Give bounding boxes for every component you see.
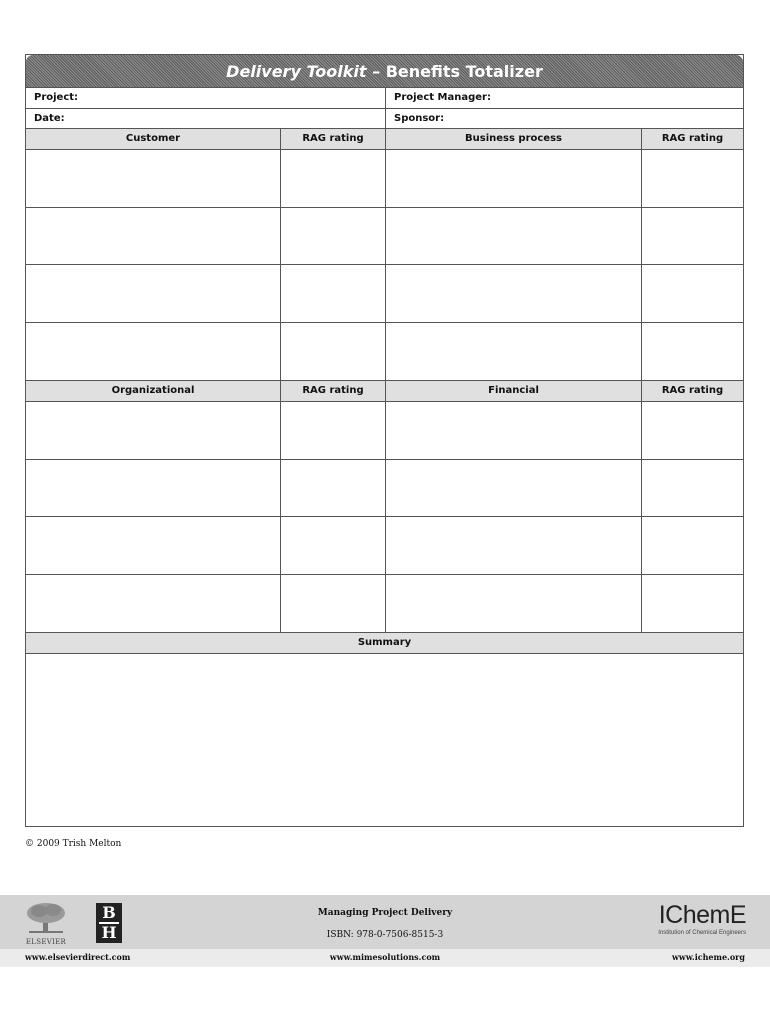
customer-cell[interactable] [26, 265, 280, 322]
benefits-form [25, 54, 744, 827]
section-header-1 [26, 128, 743, 149]
business-process-header: Business process [385, 129, 641, 149]
sponsor-field[interactable] [385, 109, 743, 128]
summary-area[interactable] [26, 653, 743, 826]
organizational-cell[interactable] [26, 460, 280, 516]
financial-cell[interactable] [385, 460, 641, 516]
financial-cell[interactable] [385, 517, 641, 574]
financial-cell[interactable] [385, 402, 641, 459]
customer-header: Customer [125, 133, 181, 144]
organizational-cell[interactable] [26, 402, 280, 459]
summary-header [26, 632, 743, 653]
publisher-footer [0, 895, 770, 949]
business-rag-cell[interactable] [641, 323, 743, 380]
elsevier-url-link[interactable]: www.elsevierdirect.com [25, 952, 131, 962]
section-2-row [26, 516, 743, 574]
bh-logo-b: B [102, 903, 116, 922]
section-2-row [26, 401, 743, 459]
icheme-url-link[interactable]: www.icheme.org [672, 952, 745, 962]
project-field[interactable] [26, 88, 385, 108]
elsevier-tree-icon [23, 902, 69, 934]
customer-cell[interactable] [26, 208, 280, 264]
business-process-cell[interactable] [385, 150, 641, 207]
organizational-rag-cell[interactable] [280, 460, 385, 516]
elsevier-wordmark: ELSEVIER [25, 938, 67, 946]
title-rest: Benefits Totalizer [385, 61, 543, 81]
business-process-cell[interactable] [385, 323, 641, 380]
financial-rag-header: RAG rating [641, 381, 743, 401]
sponsor-label: Sponsor: [394, 113, 445, 124]
form-title-bar [26, 55, 743, 87]
title-dash: – [366, 61, 386, 81]
book-title: Managing Project Delivery [317, 908, 453, 918]
customer-rag-cell[interactable] [280, 323, 385, 380]
bh-logo [96, 903, 122, 943]
customer-rag-cell[interactable] [280, 150, 385, 207]
date-label: Date: [34, 113, 65, 124]
mime-url-link[interactable]: www.mimesolutions.com [329, 952, 441, 962]
icheme-logo [630, 901, 748, 945]
bh-logo-h: H [101, 923, 117, 942]
summary-label: Summary [357, 637, 412, 648]
isbn: ISBN: 978-0-7506-8515-3 [326, 930, 444, 940]
section-2-row [26, 574, 743, 632]
organizational-cell[interactable] [26, 575, 280, 632]
business-process-cell[interactable] [385, 265, 641, 322]
section-header-2 [26, 380, 743, 401]
business-process-cell[interactable] [385, 208, 641, 264]
customer-rag-header: RAG rating [280, 129, 385, 149]
organizational-rag-header: RAG rating [280, 381, 385, 401]
customer-cell[interactable] [26, 323, 280, 380]
section-1-row [26, 322, 743, 380]
icheme-wordmark: IChemE [658, 901, 746, 929]
project-row [26, 87, 743, 108]
organizational-rag-cell[interactable] [280, 402, 385, 459]
business-rag-cell[interactable] [641, 208, 743, 264]
customer-rag-cell[interactable] [280, 208, 385, 264]
section-1-row [26, 264, 743, 322]
financial-rag-cell[interactable] [641, 575, 743, 632]
project-manager-field[interactable] [385, 88, 743, 108]
date-field[interactable] [26, 109, 385, 128]
organizational-rag-cell[interactable] [280, 575, 385, 632]
project-manager-label: Project Manager: [394, 92, 491, 103]
icheme-subtitle: Institution of Chemical Engineers [658, 930, 746, 936]
financial-rag-cell[interactable] [641, 460, 743, 516]
customer-cell[interactable] [26, 150, 280, 207]
business-rag-header: RAG rating [641, 129, 743, 149]
section-1-row [26, 207, 743, 264]
project-label: Project: [34, 92, 79, 103]
financial-rag-cell[interactable] [641, 402, 743, 459]
business-rag-cell[interactable] [641, 265, 743, 322]
footer-url-strip [0, 949, 770, 967]
date-row [26, 108, 743, 128]
financial-rag-cell[interactable] [641, 517, 743, 574]
organizational-cell[interactable] [26, 517, 280, 574]
title-italic: Delivery Toolkit [226, 61, 367, 81]
organizational-rag-cell[interactable] [280, 517, 385, 574]
section-2-row [26, 459, 743, 516]
section-1-row [26, 149, 743, 207]
copyright: © 2009 Trish Melton [25, 839, 122, 849]
organizational-header: Organizational [111, 385, 195, 396]
elsevier-logo [23, 902, 69, 944]
financial-cell[interactable] [385, 575, 641, 632]
financial-header: Financial [385, 381, 641, 401]
business-rag-cell[interactable] [641, 150, 743, 207]
customer-rag-cell[interactable] [280, 265, 385, 322]
